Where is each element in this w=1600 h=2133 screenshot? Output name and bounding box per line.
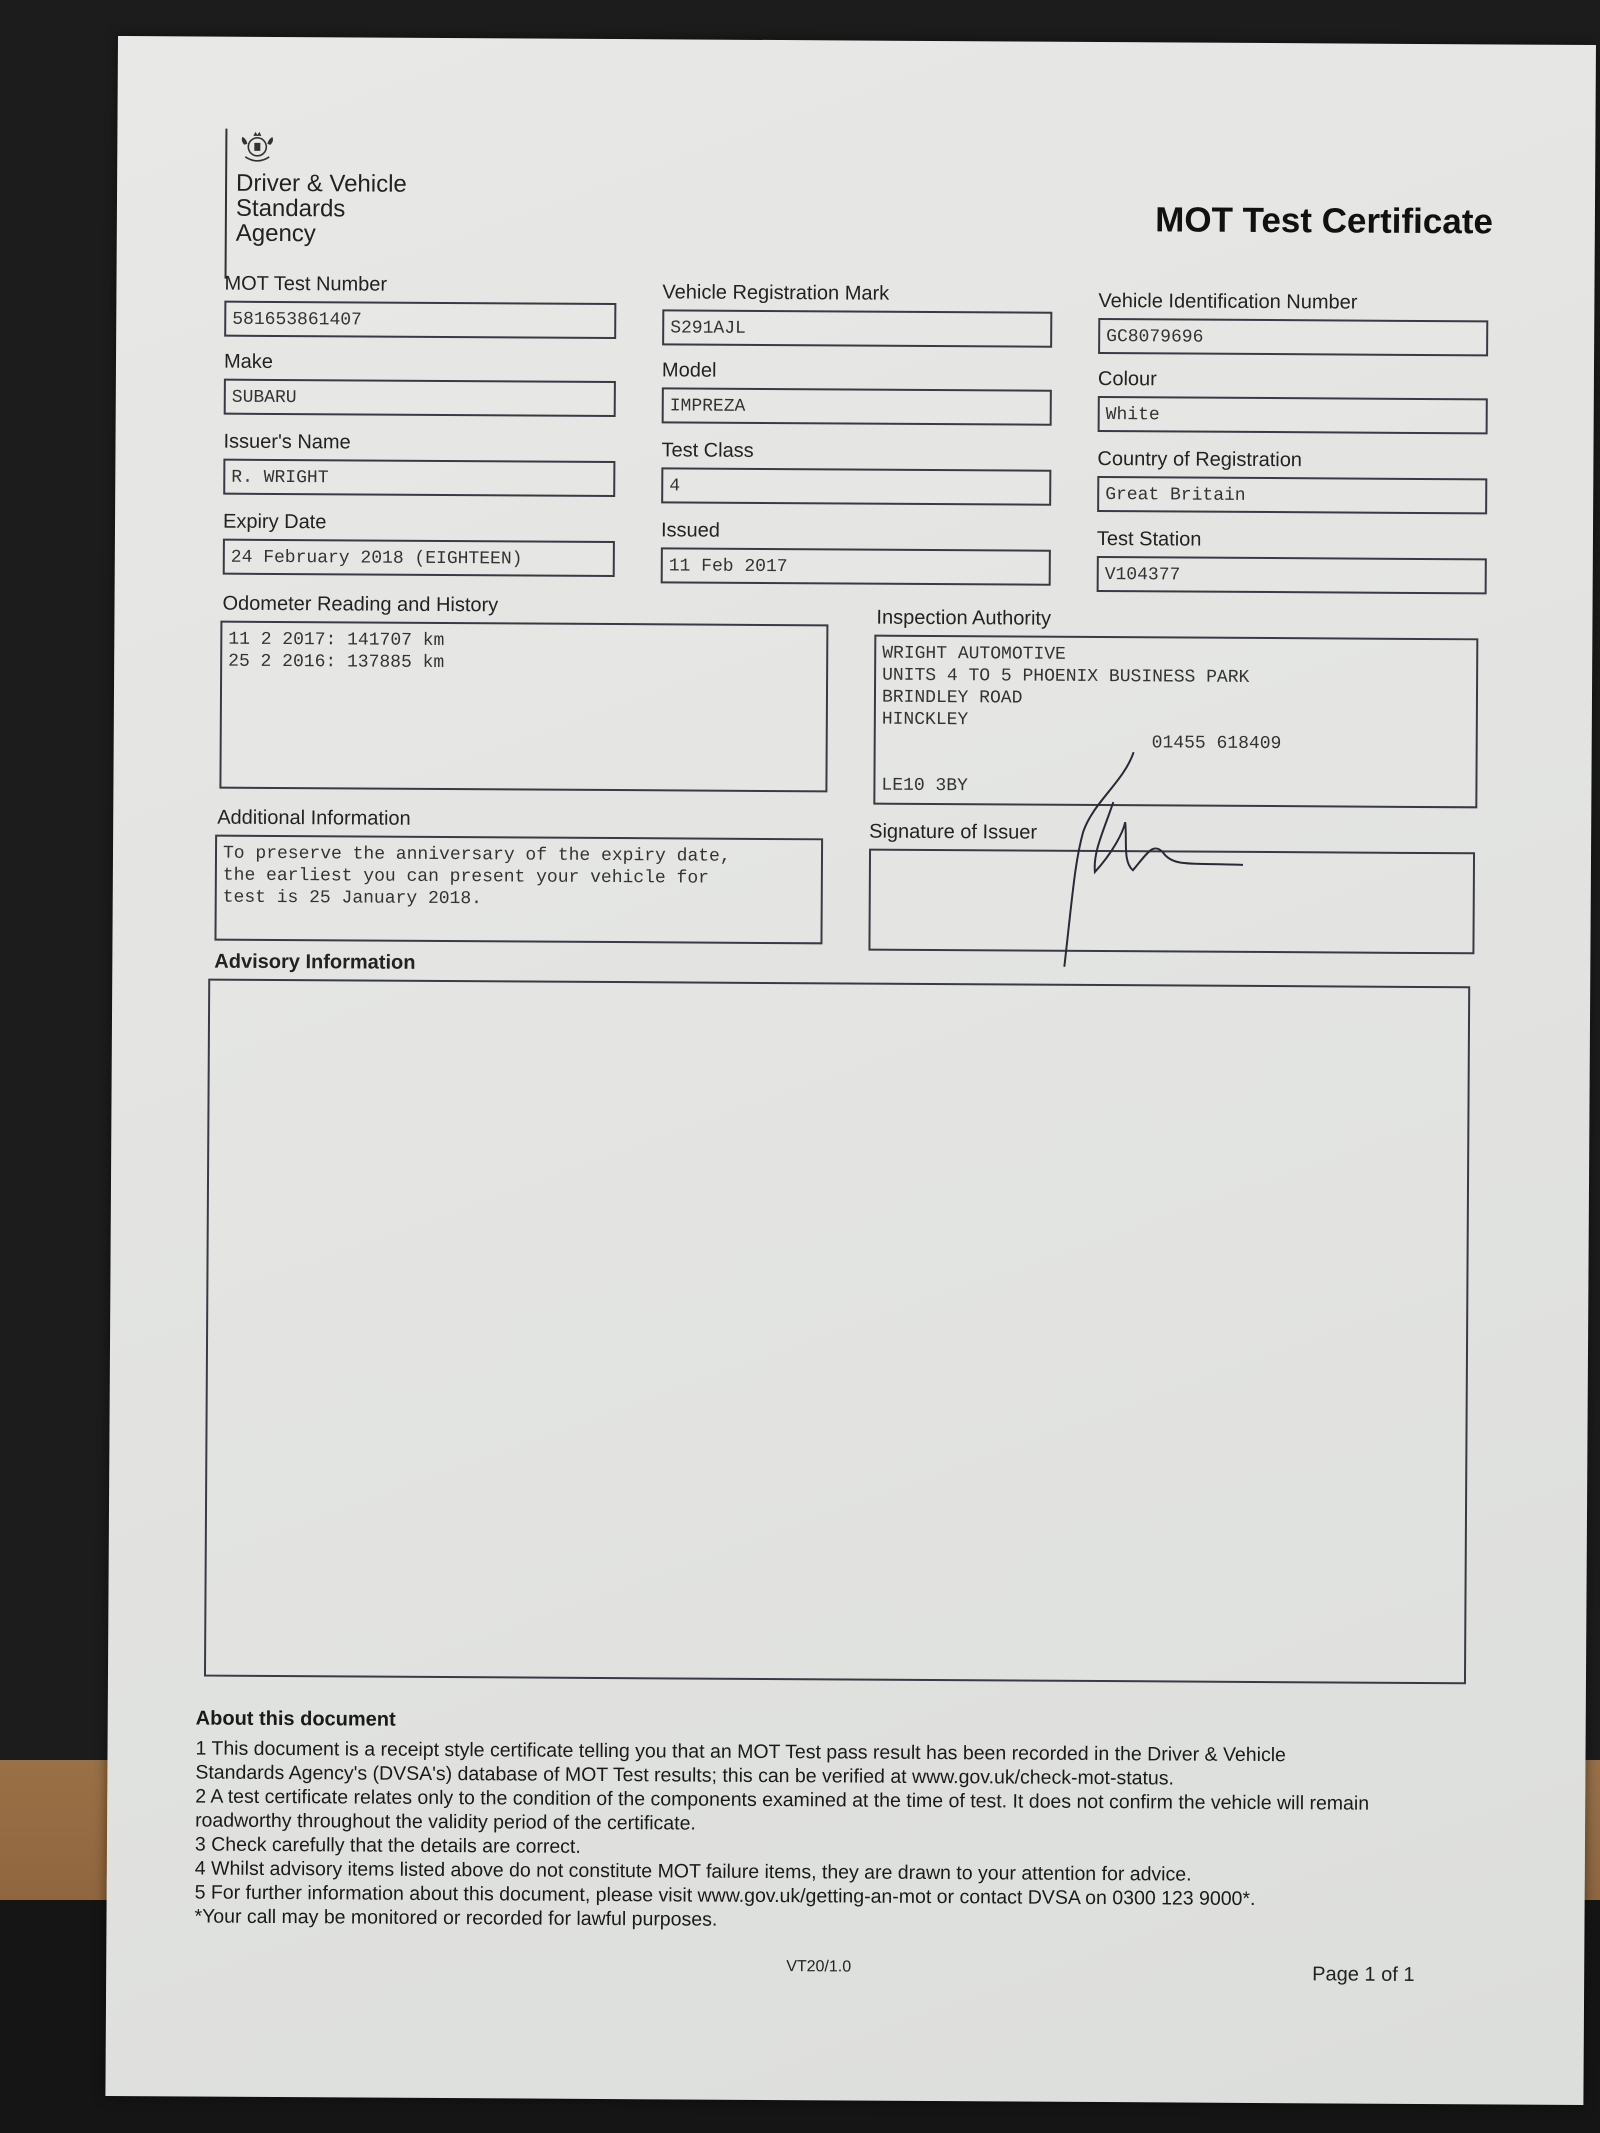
odometer-entry: 11 2 2017: 141707 km: [228, 629, 445, 652]
make-value: SUBARU: [224, 379, 616, 417]
inspection-address-line: HINCKLEY: [881, 709, 969, 731]
issued-label: Issued: [660, 519, 720, 542]
issuer-signature: [1052, 742, 1303, 974]
additional-info-line: To preserve the anniversary of the expiry date,: [222, 843, 731, 867]
model-value: IMPREZA: [662, 387, 1052, 425]
make-label: Make: [223, 350, 273, 373]
about-line: roadworthy throughout the validity period of the certificate.: [195, 1809, 696, 1835]
agency-name-line-2: Standards: [235, 194, 346, 223]
about-line: 1 This document is a receipt style certificate telling you that an MOT Test pass result has been recorded in the Driver & Vehicle: [195, 1737, 1286, 1767]
test-station-value: V104377: [1097, 556, 1487, 594]
colour-value: White: [1098, 396, 1488, 434]
expiry-value: 24 February 2018 (EIGHTEEN): [223, 539, 615, 577]
expiry-label: Expiry Date: [222, 510, 327, 534]
page-number: Page 1 of 1: [1312, 1963, 1415, 1986]
registration-value: S291AJL: [662, 309, 1052, 347]
advisory-info-box: [204, 979, 1470, 1685]
royal-crest-icon: [236, 131, 278, 167]
test-station-label: Test Station: [1096, 527, 1202, 551]
odometer-label: Odometer Reading and History: [222, 592, 499, 617]
document-title: MOT Test Certificate: [1155, 200, 1494, 242]
additional-info-box: [214, 835, 823, 945]
odometer-entry: 25 2 2016: 137885 km: [228, 651, 445, 674]
inspection-postcode: LE10 3BY: [881, 775, 968, 797]
vin-value: GC8079696: [1098, 318, 1488, 356]
about-line: 2 A test certificate relates only to the condition of the components examined at the time of test. It does not confirm the vehicle will remain: [195, 1785, 1370, 1815]
additional-info-label: Additional Information: [217, 806, 411, 830]
advisory-info-label: Advisory Information: [214, 950, 416, 974]
issued-value: 11 Feb 2017: [661, 547, 1051, 585]
dvsa-logo-block: [225, 129, 497, 281]
issuer-name-label: Issuer's Name: [223, 430, 351, 454]
mot-certificate-page: [105, 36, 1596, 2105]
inspection-address-line: BRINDLEY ROAD: [881, 687, 1023, 709]
inspection-address-line: UNITS 4 TO 5 PHOENIX BUSINESS PARK: [882, 665, 1250, 688]
about-line: 3 Check carefully that the details are correct.: [194, 1833, 581, 1858]
test-number-label: MOT Test Number: [224, 272, 388, 296]
about-line: *Your call may be monitored or recorded for lawful purposes.: [194, 1905, 718, 1931]
inspection-address-line: WRIGHT AUTOMOTIVE: [882, 643, 1066, 665]
inspection-phone: 01455 618409: [1151, 733, 1282, 755]
additional-info-line: test is 25 January 2018.: [222, 887, 483, 910]
about-line: 4 Whilst advisory items listed above do not constitute MOT failure items, they are drawn to your attention for advice.: [194, 1857, 1192, 1886]
odometer-history-box: [219, 621, 828, 793]
country-value: Great Britain: [1097, 476, 1487, 514]
registration-label: Vehicle Registration Mark: [662, 281, 890, 305]
form-code: VT20/1.0: [786, 1958, 852, 1976]
issuer-name-value: R. WRIGHT: [223, 459, 615, 497]
signature-label: Signature of Issuer: [869, 820, 1038, 844]
model-label: Model: [661, 359, 717, 382]
about-line: 5 For further information about this document, please visit www.gov.uk/getting-an-mot or contact DVSA on 0300 123 9000*.: [194, 1881, 1256, 1910]
country-label: Country of Registration: [1097, 447, 1303, 472]
agency-name-line-3: Agency: [235, 219, 316, 248]
colour-label: Colour: [1097, 367, 1157, 391]
test-class-value: 4: [661, 467, 1051, 505]
test-class-label: Test Class: [661, 439, 754, 462]
test-number-value: 581653861407: [224, 301, 616, 339]
about-section: [194, 1707, 1555, 1937]
inspection-authority-label: Inspection Authority: [876, 606, 1052, 630]
about-line: Standards Agency's (DVSA's) database of MOT Test results; this can be verified at www.gov.uk/check-mot-status.: [195, 1761, 1174, 1790]
additional-info-line: the earliest you can present your vehicle for: [222, 865, 710, 889]
about-title: About this document: [195, 1707, 396, 1731]
agency-name-line-1: Driver & Vehicle: [236, 169, 407, 198]
vin-label: Vehicle Identification Number: [1098, 289, 1358, 314]
